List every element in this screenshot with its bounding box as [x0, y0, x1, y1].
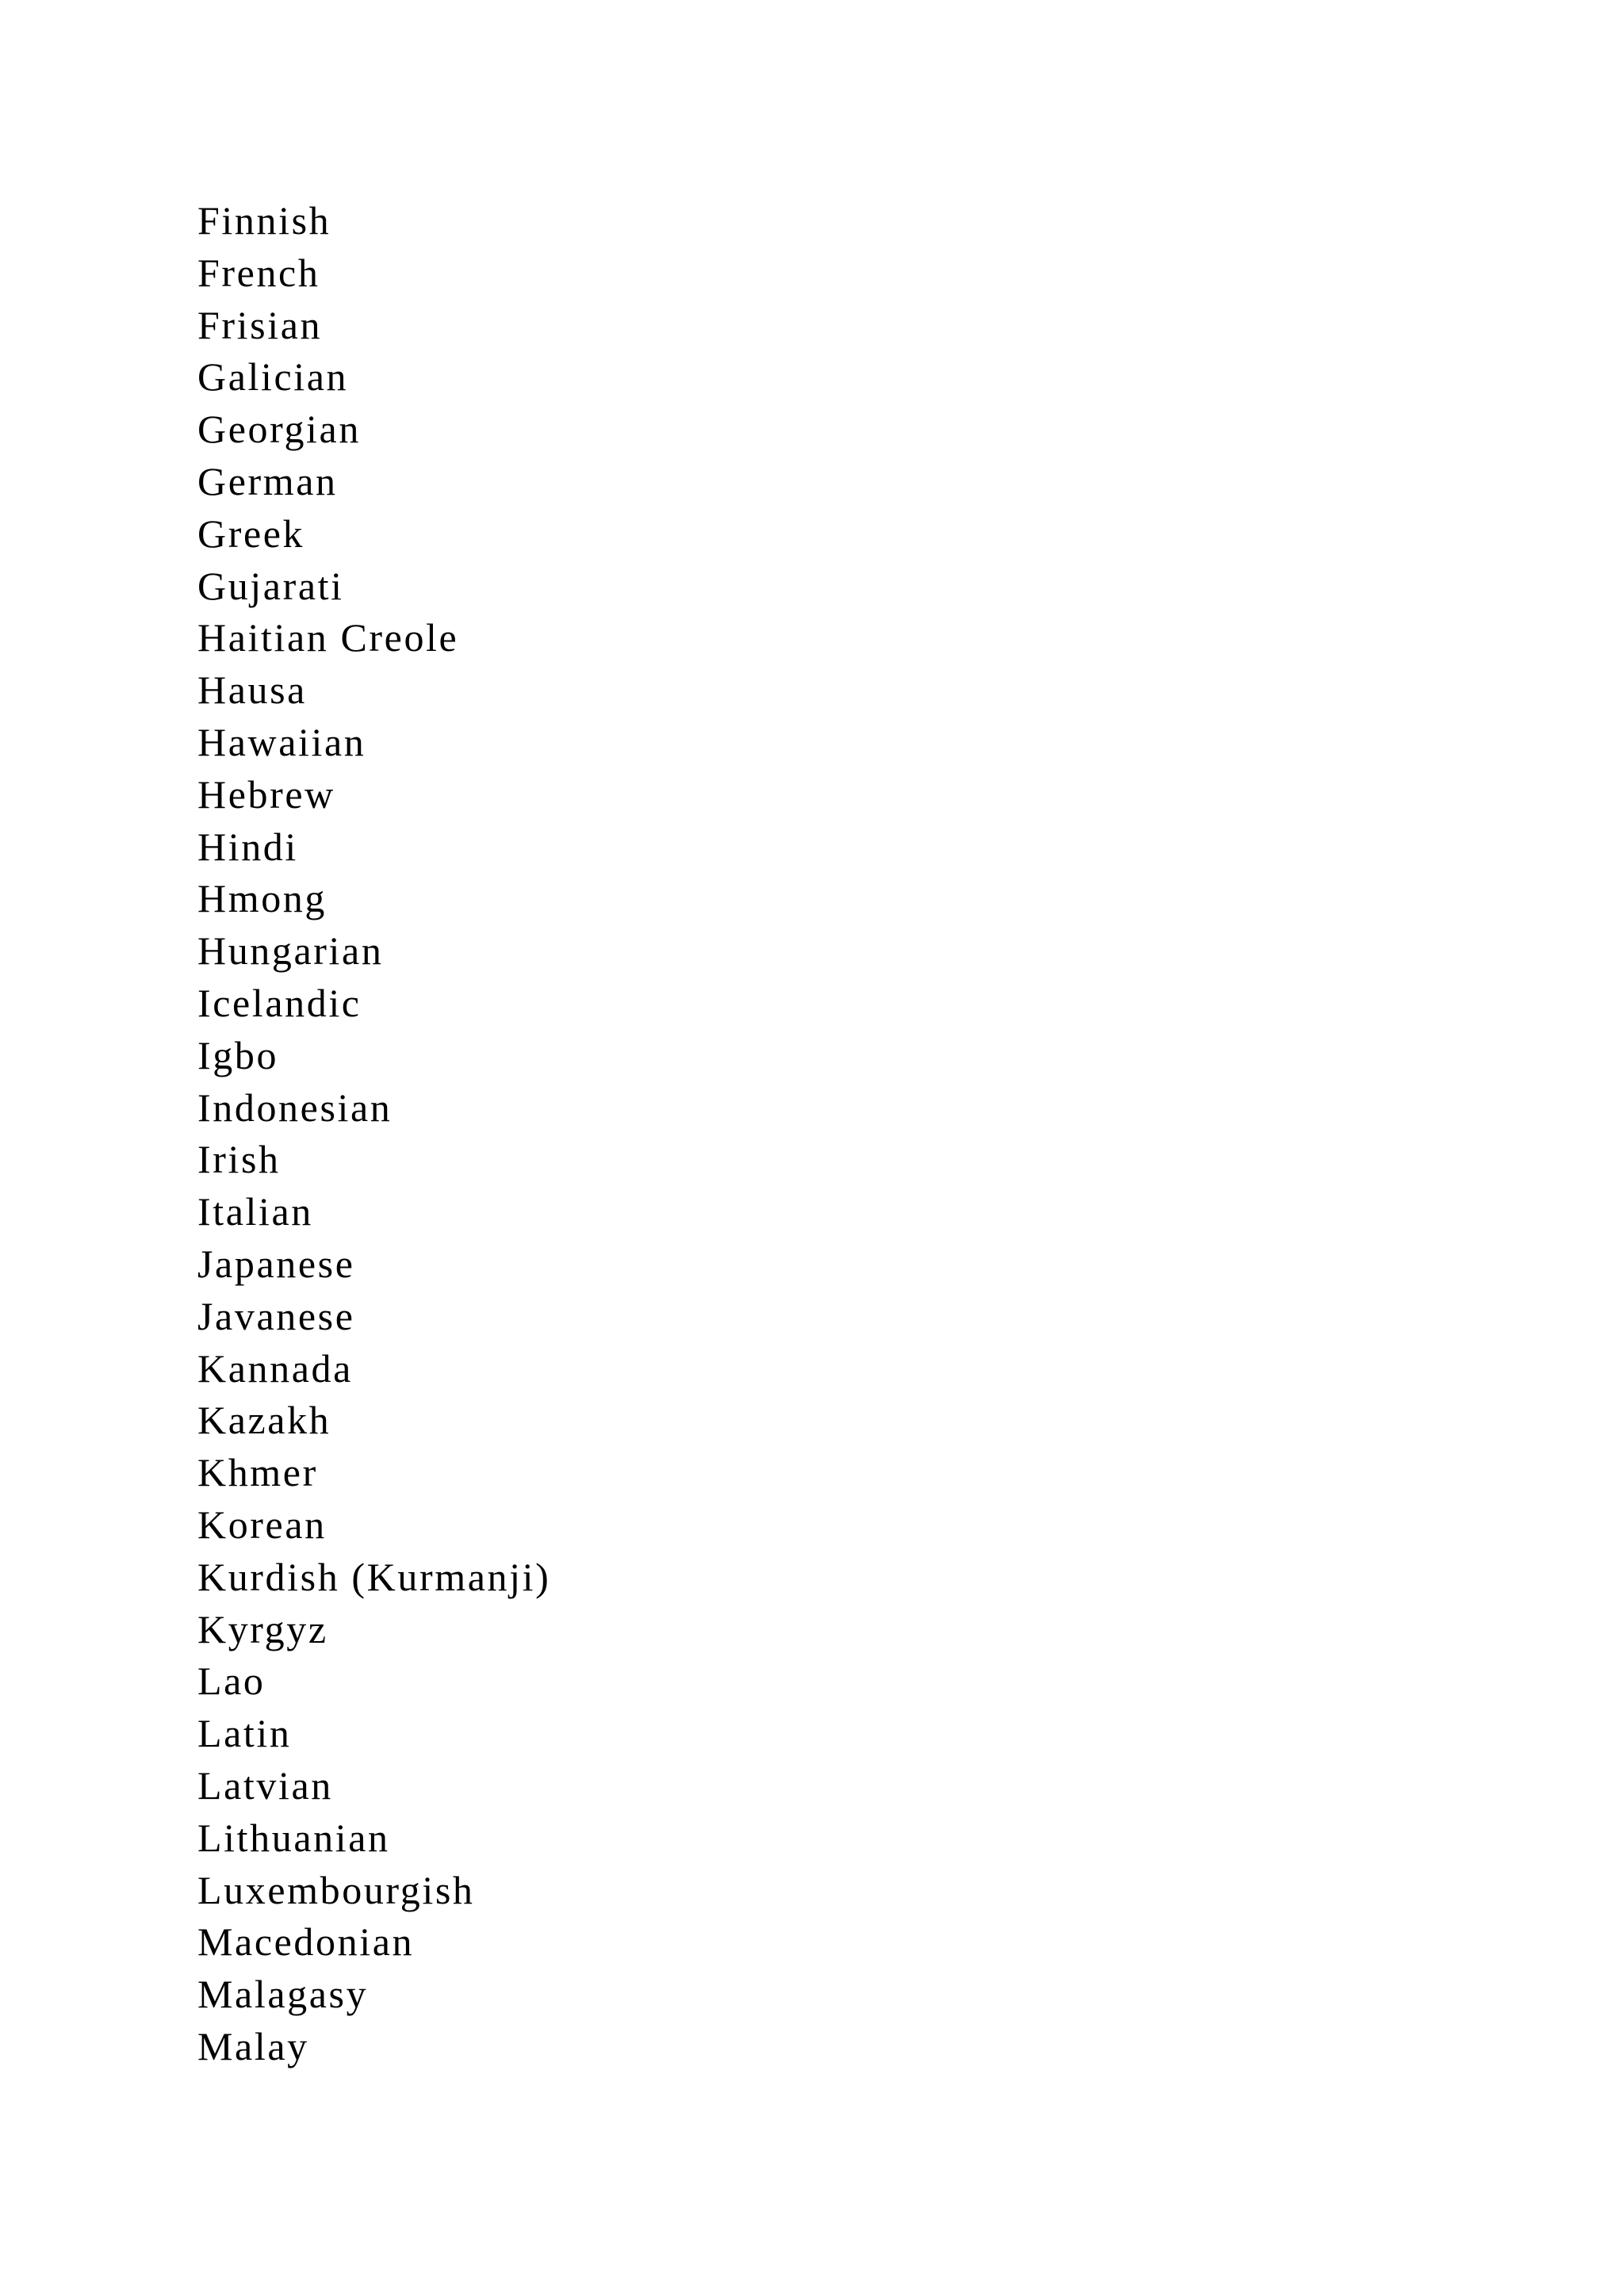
language-item: French [197, 250, 320, 295]
language-item: Gujarati [197, 563, 344, 608]
language-item: Lao [197, 1659, 266, 1704]
language-item: Finnish [197, 198, 331, 243]
language-list [197, 195, 550, 2073]
language-item: Haitian Creole [197, 615, 459, 660]
language-item: Malay [197, 2023, 309, 2068]
language-item: Kazakh [197, 1398, 331, 1443]
language-item: Hawaiian [197, 719, 366, 764]
language-item: Malagasy [197, 1972, 369, 2017]
language-item: Italian [197, 1189, 313, 1234]
language-item: Hausa [197, 668, 307, 713]
language-item: Frisian [197, 302, 323, 347]
language-item: Japanese [197, 1241, 355, 1286]
language-item: Korean [197, 1502, 327, 1547]
language-item: Macedonian [197, 1919, 415, 1965]
language-item: German [197, 458, 338, 503]
language-item: Luxembourgish [197, 1867, 475, 1912]
language-item: Khmer [197, 1450, 318, 1495]
language-item: Kurdish (Kurmanji) [197, 1554, 551, 1599]
language-item: Hmong [197, 876, 327, 921]
language-item: Lithuanian [197, 1815, 390, 1860]
language-item: Latin [197, 1711, 292, 1756]
language-item: Hungarian [197, 928, 384, 974]
language-item: Kannada [197, 1345, 353, 1391]
language-item: Latvian [197, 1762, 333, 1808]
language-item: Icelandic [197, 980, 362, 1025]
language-item: Igbo [197, 1032, 279, 1077]
language-item: Hindi [197, 824, 298, 869]
language-item: Kyrgyz [197, 1606, 328, 1651]
language-item: Indonesian [197, 1085, 393, 1130]
language-item: Irish [197, 1137, 281, 1182]
language-item: Greek [197, 511, 305, 556]
language-item: Georgian [197, 407, 361, 452]
language-item: Hebrew [197, 771, 335, 817]
language-item: Javanese [197, 1293, 355, 1338]
language-item: Galician [197, 354, 349, 400]
